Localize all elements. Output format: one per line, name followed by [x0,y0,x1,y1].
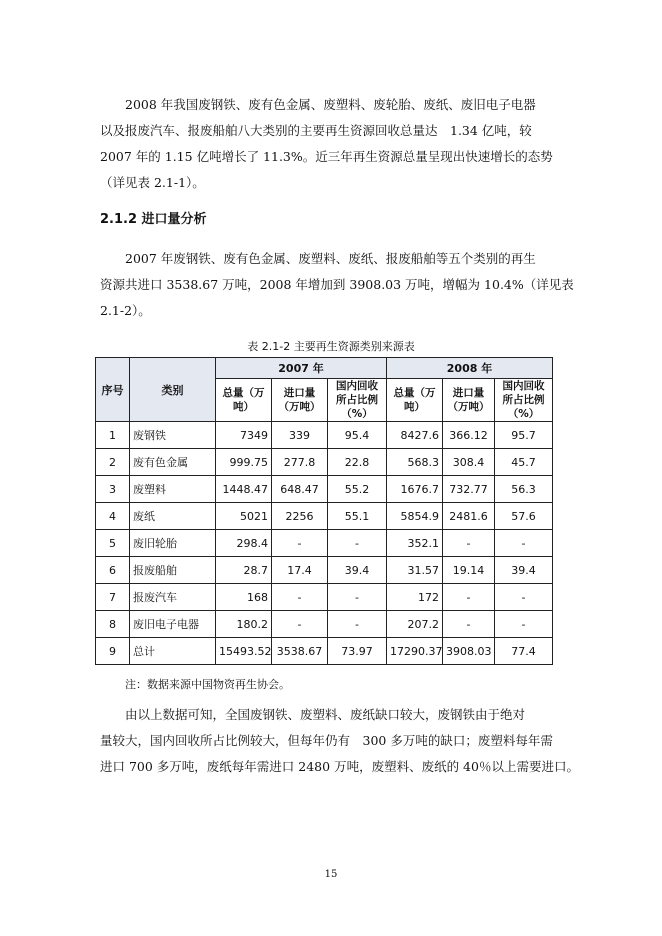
ratio-2007-cell: 55.1 [328,503,387,530]
import-2008-cell: 308.4 [443,449,495,476]
text-line: 2008 年我国废钢铁、废有色金属、废塑料、废轮胎、废纸、废旧电子电器 [125,97,536,112]
import-2008-cell: 2481.6 [443,503,495,530]
text-line: 进口 700 多万吨，废纸每年需进口 2480 万吨，废塑料、废纸的 40％以上需要进口。 [100,759,579,774]
header-ratio-2007: 国内回收所占比例（%） [328,379,387,422]
page-number: 15 [324,869,338,880]
text-line: 资源共进口 3538.67 万吨，2008 年增加到 3908.03 万吨，增幅为 10.4%（详见表 [100,277,574,292]
header-category: 类别 [130,358,216,422]
row-number-cell: 4 [96,503,130,530]
row-number-cell: 2 [96,449,130,476]
total-2007-cell: 180.2 [216,611,272,638]
text-line: （详见表 2.1-1）。 [100,175,205,190]
text-line: 2007 年的 1.15 亿吨增长了 11.3%。近三年再生资源总量呈现出快速增长的态势 [100,149,553,164]
import-2007-cell: - [272,530,328,557]
ratio-2007-cell: 73.97 [328,638,387,665]
total-2008-cell: 5854.9 [387,503,443,530]
import-2007-cell: 2256 [272,503,328,530]
category-name-cell: 废纸 [130,503,216,530]
text-line: 2007 年废钢铁、废有色金属、废塑料、废纸、报废船舶等五个类别的再生 [125,251,536,266]
header-total-2007: 总量（万吨） [216,379,272,422]
import-2007-cell: 648.47 [272,476,328,503]
total-2007-cell: 5021 [216,503,272,530]
import-2008-cell: 19.14 [443,557,495,584]
header-ratio-2008: 国内回收所占比例（%） [495,379,553,422]
total-2007-cell: 1448.47 [216,476,272,503]
import-2008-cell: 366.12 [443,422,495,449]
import-2007-cell: 277.8 [272,449,328,476]
table-row [96,449,553,476]
text-line: 量较大，国内回收所占比例较大，但每年仍有 300 多万吨的缺口；废塑料每年需 [100,733,553,748]
ratio-2007-cell: 39.4 [328,557,387,584]
total-2008-cell: 172 [387,584,443,611]
section-heading: 2.1.2 进口量分析 [100,212,207,227]
total-2007-cell: 15493.52 [216,638,272,665]
header-seq: 序号 [96,358,130,422]
ratio-2008-cell: 57.6 [495,503,553,530]
conclusion-paragraph [100,702,579,780]
ratio-2007-cell: 55.2 [328,476,387,503]
ratio-2008-cell: 45.7 [495,449,553,476]
total-2008-cell: 568.3 [387,449,443,476]
table-note: 注：数据来源中国物资再生协会。 [125,678,290,691]
category-name-cell: 总计 [130,638,216,665]
row-number-cell: 1 [96,422,130,449]
total-2007-cell: 7349 [216,422,272,449]
header-import-2007: 进口量（万吨） [272,379,328,422]
ratio-2008-cell: 77.4 [495,638,553,665]
import-2007-cell: - [272,584,328,611]
row-number-cell: 6 [96,557,130,584]
ratio-2007-cell: - [328,611,387,638]
header-total-2008: 总量（万吨） [387,379,443,422]
table-row [96,557,553,584]
ratio-2008-cell: - [495,584,553,611]
total-2007-cell: 28.7 [216,557,272,584]
total-2008-cell: 207.2 [387,611,443,638]
category-name-cell: 废钢铁 [130,422,216,449]
resource-source-table [95,357,553,665]
category-name-cell: 废塑料 [130,476,216,503]
text-line: 2.1-2）。 [100,303,151,318]
ratio-2008-cell: 56.3 [495,476,553,503]
ratio-2008-cell: - [495,530,553,557]
table-row [96,638,553,665]
total-2007-cell: 298.4 [216,530,272,557]
import-2008-cell: 732.77 [443,476,495,503]
header-year-2008: 2008 年 [387,358,553,379]
total-2007-cell: 168 [216,584,272,611]
ratio-2007-cell: 22.8 [328,449,387,476]
table-row [96,611,553,638]
table-caption: 表 2.1-2 主要再生资源类别来源表 [247,340,415,353]
header-import-2008: 进口量（万吨） [443,379,495,422]
import-paragraph [100,246,574,324]
row-number-cell: 5 [96,530,130,557]
import-2008-cell: - [443,584,495,611]
category-name-cell: 废旧轮胎 [130,530,216,557]
table-row [96,530,553,557]
total-2008-cell: 8427.6 [387,422,443,449]
total-2008-cell: 31.57 [387,557,443,584]
category-name-cell: 报废汽车 [130,584,216,611]
import-2007-cell: 339 [272,422,328,449]
category-name-cell: 报废船舶 [130,557,216,584]
import-2008-cell: - [443,611,495,638]
total-2007-cell: 999.75 [216,449,272,476]
table-row [96,584,553,611]
import-2008-cell: 3908.03 [443,638,495,665]
import-2008-cell: - [443,530,495,557]
table-row [96,503,553,530]
intro-paragraph [100,92,570,196]
import-2007-cell: 17.4 [272,557,328,584]
row-number-cell: 7 [96,584,130,611]
text-line: 以及报废汽车、报废船舶八大类别的主要再生资源回收总量达 1.34 亿吨，较 [100,123,532,138]
table-row [96,476,553,503]
ratio-2008-cell: - [495,611,553,638]
table-row [96,422,553,449]
import-2007-cell: - [272,611,328,638]
category-name-cell: 废旧电子电器 [130,611,216,638]
ratio-2007-cell: 95.4 [328,422,387,449]
text-line: 由以上数据可知，全国废钢铁、废塑料、废纸缺口较大，废钢铁由于绝对 [125,707,526,722]
row-number-cell: 8 [96,611,130,638]
ratio-2007-cell: - [328,530,387,557]
ratio-2007-cell: - [328,584,387,611]
import-2007-cell: 3538.67 [272,638,328,665]
header-year-2007: 2007 年 [216,358,387,379]
ratio-2008-cell: 39.4 [495,557,553,584]
ratio-2008-cell: 95.7 [495,422,553,449]
total-2008-cell: 1676.7 [387,476,443,503]
table-body [96,422,553,665]
total-2008-cell: 17290.37 [387,638,443,665]
row-number-cell: 9 [96,638,130,665]
total-2008-cell: 352.1 [387,530,443,557]
category-name-cell: 废有色金属 [130,449,216,476]
row-number-cell: 3 [96,476,130,503]
